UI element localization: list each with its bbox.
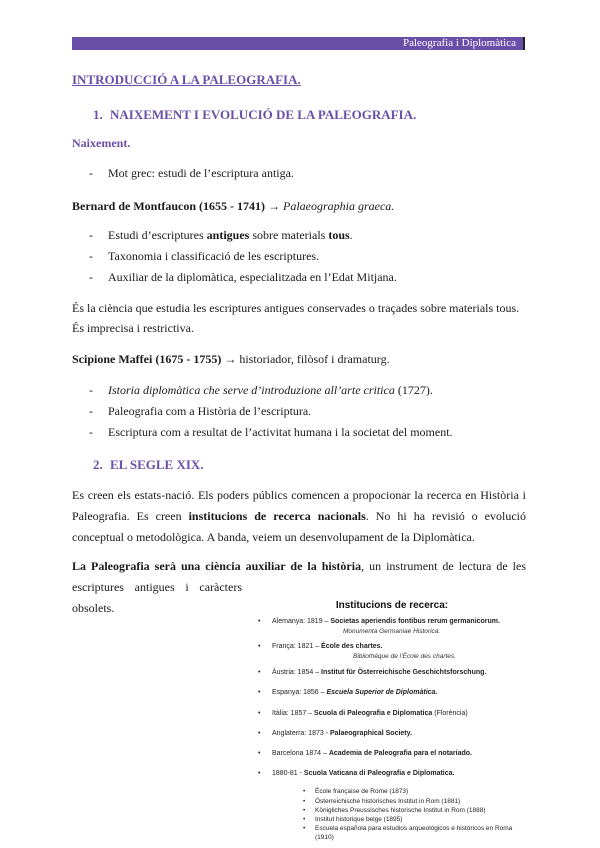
- list-item: - Mot grec: estudi de l’escriptura antiga.: [89, 166, 294, 180]
- bullet-text: sobre materials: [249, 228, 329, 242]
- montfaucon-name: Bernard de Montfaucon (1655 - 1741): [72, 199, 265, 213]
- list-item: • Anglaterra: 1873 - Palaeographical Society.: [258, 730, 412, 737]
- list-item: • 1880-81 - Scuola Vaticana di Paleografia e Diplomatica.: [258, 770, 455, 777]
- paragraph-line: [72, 506, 526, 527]
- list-item: - Estudi d’escriptures antigues sobre materials tous.: [89, 228, 353, 242]
- figure-note: Bibliothèque de l’École des chartes.: [353, 653, 456, 660]
- bullet-text: Taxonomia i classificació de les escriptures.: [108, 249, 320, 263]
- bullet-text: Escriptura com a resultat de l’activitat humana i la societat del moment.: [108, 425, 453, 439]
- sub-list-item: • École française de Rome (1873): [303, 788, 409, 795]
- document-title: INTRODUCCIÓ A LA PALEOGRAFIA.: [72, 72, 301, 87]
- paragraph-line: escriptures antigues i caràcters: [72, 580, 242, 594]
- section-2-heading: [93, 457, 204, 473]
- list-item: • Itàlia: 1857 – Scuola di Paleografia e Diplomatica (Florència): [258, 710, 468, 717]
- section-2-number: 2.: [93, 457, 103, 472]
- list-item: • Alemanya: 1819 – Societas aperiendis fontibus rerum germanicorum.: [258, 618, 500, 625]
- text-run-bold: institucions de recerca nacionals: [188, 509, 366, 523]
- list-item: - Escriptura com a resultat de l’activitat humana i la societat del moment.: [89, 425, 453, 439]
- maffei-work: Istoria diplomàtica che serve d’introduzione all’arte critica: [108, 383, 395, 397]
- paragraph-line: És la ciència que estudia les escriptures antigues conservades o traçades sobre materials tous.: [72, 301, 520, 315]
- list-item: - Paleografia com a Història de l’escriptura.: [89, 404, 312, 418]
- bullet-text: Estudi d’escriptures: [108, 228, 207, 242]
- figure-title: Institucions de recerca:: [335, 600, 449, 611]
- list-item: • Espanya: 1856 – Escuela Superior de Diplomàtica.: [258, 689, 438, 696]
- institutions-figure: [248, 594, 536, 848]
- bullet-text: .: [349, 228, 353, 242]
- section-1-title: NAIXEMENT I EVOLUCIÓ DE LA PALEOGRAFIA.: [110, 107, 417, 122]
- sub-list-item: • Institut historique belge (1895): [303, 816, 403, 823]
- paragraph-line: obsolets.: [72, 601, 115, 615]
- sub-list-item: • Königliches Preussisches historische Institut in Rom (1888): [303, 807, 486, 814]
- text-run: , un instrument de lectura de les: [361, 559, 527, 573]
- bullet-text: Auxiliar de la diplomàtica, especialitzada en l’Edat Mitjana.: [108, 270, 397, 284]
- paragraph-line: És imprecisa i restrictiva.: [72, 321, 194, 335]
- maffei-year: (1727).: [394, 383, 433, 397]
- page-header-bar: [72, 37, 524, 50]
- maffei-desc: historiador, filòsof i dramaturg.: [239, 352, 390, 366]
- sub-list-item: • Escuela española para estudios arqueológicos e históricos en Roma: [303, 825, 513, 832]
- list-item: • Àustria: 1854 – Institut für Österreichische Geschichtsforschung.: [258, 669, 487, 676]
- paragraph-line: [72, 556, 526, 577]
- figure-note: Monumenta Germaniae Historica.: [343, 628, 441, 635]
- text-run-bold: La Paleografia serà una ciència auxiliar de la història: [72, 559, 362, 573]
- bullet-bold: antigues: [206, 228, 250, 242]
- list-item: - Istoria diplomàtica che serve d’introduzione all’arte critica (1727).: [89, 383, 433, 397]
- list-item: - Auxiliar de la diplomàtica, especialitzada en l’Edat Mitjana.: [89, 270, 397, 284]
- section-1-heading: [93, 107, 416, 123]
- bullet-text: Mot grec: estudi de l’escriptura antiga.: [108, 166, 294, 180]
- section-1-number: 1.: [93, 107, 103, 122]
- section-2-title: EL SEGLE XIX.: [110, 457, 204, 472]
- text-run: . No hi ha revisió o evolució: [365, 509, 526, 523]
- sub-list-item-continuation: (1910): [315, 834, 334, 841]
- bullet-text: Paleografia com a Història de l’escriptura.: [108, 404, 312, 418]
- list-item: • França: 1821 – École des chartes.: [258, 643, 383, 650]
- maffei-line: [72, 352, 390, 367]
- list-item: - Taxonomia i classificació de les escriptures.: [89, 249, 320, 263]
- arrow: →: [221, 352, 240, 366]
- paragraph-line: conceptual o metodològica. A banda, veiem un desenvolupament de la Diplomàtica.: [72, 530, 475, 544]
- header-title: Paleografia i Diplomàtica: [402, 37, 516, 49]
- arrow: →: [264, 199, 283, 213]
- montfaucon-line: [72, 199, 394, 214]
- paragraph-line: Es creen els estats-nació. Els poders públics comencen a propocionar la recerca en Història i: [72, 488, 526, 502]
- text-run: Paleografia. Es creen: [72, 509, 189, 523]
- subheading-naixement: Naixement.: [72, 136, 131, 150]
- header-edge-mark: [523, 37, 525, 50]
- bullet-bold: tous: [328, 228, 350, 242]
- list-item: • Barcelona 1874 – Academia de Paleografia para el notariado.: [258, 750, 472, 757]
- maffei-name: Scipione Maffei (1675 - 1755): [72, 352, 222, 366]
- paragraph-estats-nacio: [72, 485, 526, 548]
- montfaucon-work: Palaeographia graeca.: [282, 199, 395, 213]
- sub-list-item: • Österreichische historisches Institut in Rom (1881): [303, 798, 461, 805]
